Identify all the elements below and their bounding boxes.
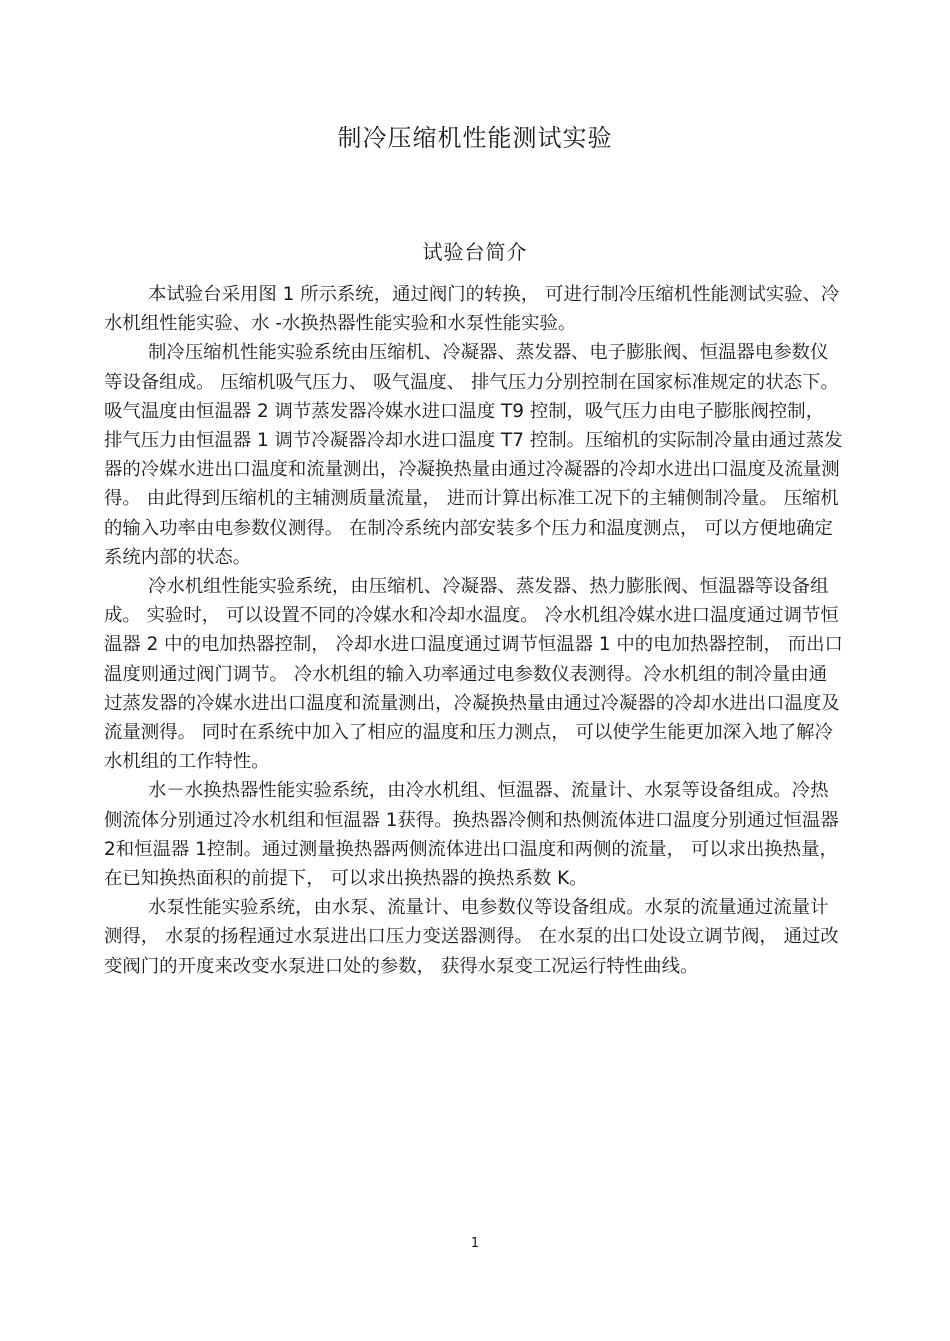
- page-number: 1: [470, 1236, 480, 1251]
- paragraph-pump-system: 水泵性能实验系统，由水泵、流量计、电参数仪等设备组成。水泵的流量通过流量计测得， 水泵的扬程通过水泵进出口压力变送器测得。 在水泵的出口处设立调节阀， 通过改变阀门的开度来改变水泵进口处的参数， 获得水泵变工况运行特性曲线。: [104, 897, 839, 977]
- document-title: 制冷压缩机性能测试实验: [337, 124, 613, 152]
- paragraph-intro: 本试验台采用图 1 所示系统，通过阀门的转换， 可进行制冷压缩机性能测试实验、冷水机组性能实验、水 -水换热器性能实验和水泵性能实验。: [104, 284, 840, 335]
- document-body: [104, 280, 844, 981]
- paragraph-heat-exchanger-system: 水－水换热器性能实验系统，由冷水机组、恒温器、流量计、水泵等设备组成。冷热侧流体分别通过冷水机组和恒温器 1获得。换热器冷侧和热侧流体进口温度分别通过恒温器 2和恒温器 1控制。通过测量换热器两侧流体进出口温度和两侧的流量， 可以求出换热量， 在已知换热面积的前提下， 可以求出换热器的换热系数 K。: [104, 780, 839, 890]
- paragraph-chiller-system: 冷水机组性能实验系统，由压缩机、冷凝器、蒸发器、热力膨胀阀、恒温器等设备组成。 实验时， 可以设置不同的冷媒水和冷却水温度。 冷水机组冷媒水进口温度通过调节恒温器 2 中的电加热器控制， 冷却水进口温度通过调节恒温器 1 中的电加热器控制， 而出口温度则通过阀门调节。 冷水机组的输入功率通过电参数仪表测得。冷水机组的制冷量由通过蒸发器的冷媒水进出口温度和流量测出，冷凝换热量由通过冷凝器的冷却水进出口温度及流量测得。 同时在系统中加入了相应的温度和压力测点， 可以使学生能更加深入地了解冷水机组的工作特性。: [104, 576, 843, 773]
- paragraph-compressor-system: 制冷压缩机性能实验系统由压缩机、冷凝器、蒸发器、电子膨胀阀、恒温器电参数仪等设备组成。 压缩机吸气压力、 吸气温度、 排气压力分别控制在国家标准规定的状态下。吸气温度由恒温器 2 调节蒸发器冷媒水进口温度 T9 控制，吸气压力由电子膨胀阀控制， 排气压力由恒温器 1 调节冷凝器冷却水进口温度 T7 控制。压缩机的实际制冷量由通过蒸发器的冷媒水进出口温度和流量测出，冷凝换热量由通过冷凝器的冷却水进出口温度及流量测得。 由此得到压缩机的主辅测质量流量， 进而计算出标准工况下的主辅侧制冷量。 压缩机的输入功率由电参数仪测得。 在制冷系统内部安装多个压力和温度测点， 可以方便地确定系统内部的状态。: [104, 342, 843, 568]
- section-heading: 试验台简介: [422, 240, 528, 264]
